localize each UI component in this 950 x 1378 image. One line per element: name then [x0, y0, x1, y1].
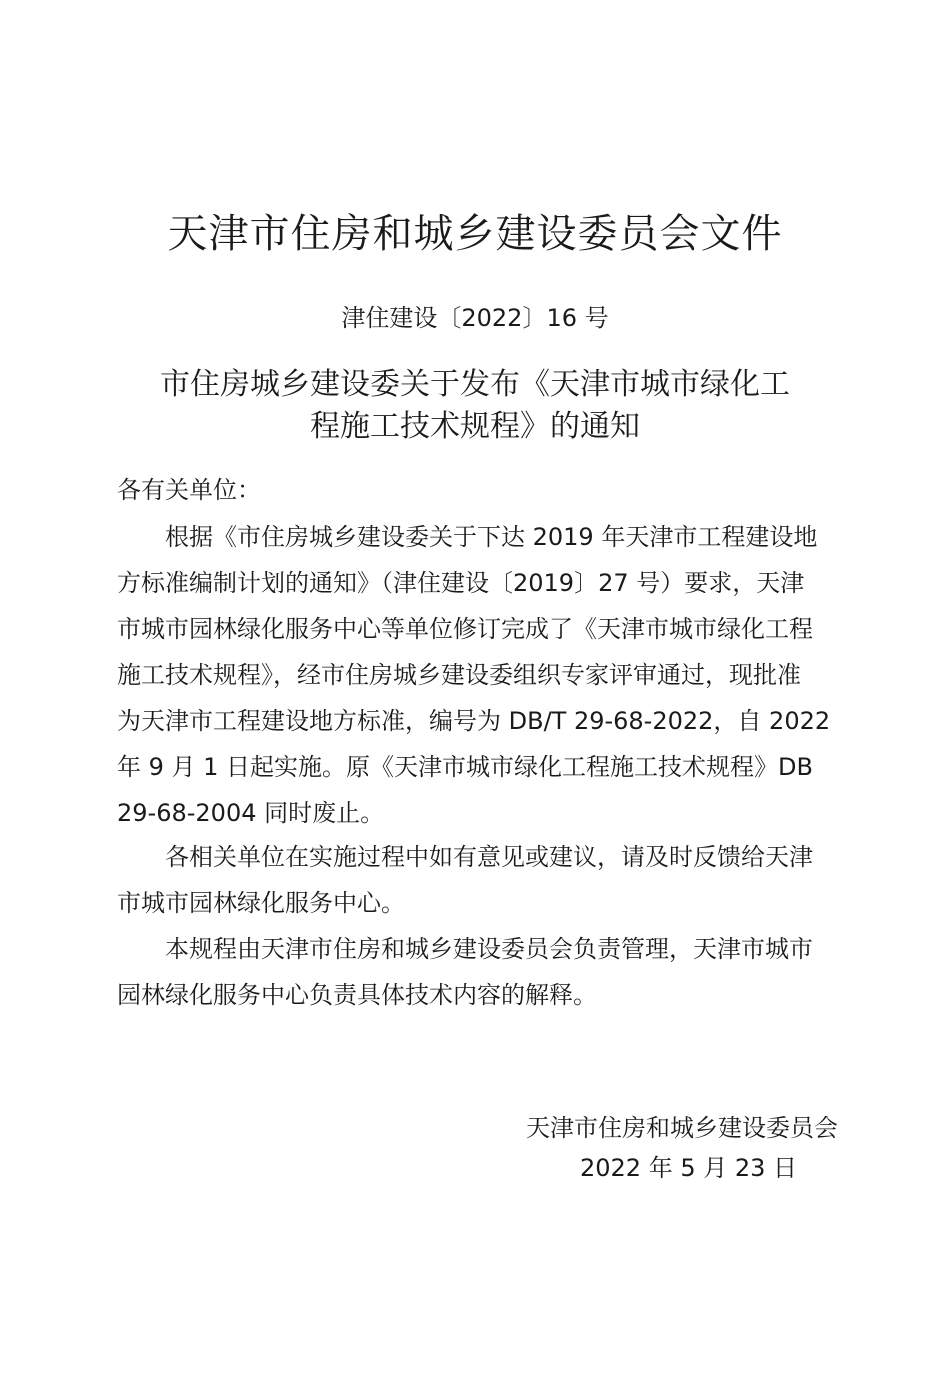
paragraph-line: 年 9 月 1 日起实施。原《天津市城市绿化工程施工技术规程》DB: [117, 753, 813, 781]
document-number: 津住建设〔2022〕16 号: [341, 304, 609, 332]
paragraph-line: 市城市园林绿化服务中心。: [117, 889, 405, 917]
paragraph-line: 为天津市工程建设地方标准，编号为 DB/T 29-68-2022，自 2022: [117, 707, 831, 735]
paragraph-line: 各相关单位在实施过程中如有意见或建议，请及时反馈给天津: [165, 843, 813, 871]
paragraph-line: 本规程由天津市住房和城乡建设委员会负责管理，天津市城市: [165, 935, 813, 963]
paragraph-line: 市城市园林绿化服务中心等单位修订完成了《天津市城市绿化工程: [117, 615, 813, 643]
salutation: 各有关单位：: [117, 476, 261, 504]
paragraph-line: 29-68-2004 同时废止。: [117, 799, 385, 827]
paragraph-line: 园林绿化服务中心负责具体技术内容的解释。: [117, 981, 597, 1009]
body-paragraph-3: [117, 926, 837, 1018]
notice-title-line-1: 市住房城乡建设委关于发布《天津市城市绿化工: [160, 367, 790, 402]
body-paragraph-2: [117, 834, 837, 926]
signature-block: [508, 1108, 838, 1188]
signature-date: 2022 年 5 月 23 日: [580, 1154, 798, 1182]
paragraph-line: 施工技术规程》，经市住房城乡建设委组织专家评审通过，现批准: [117, 661, 801, 689]
issuer-title: 天津市住房和城乡建设委员会文件: [167, 211, 783, 257]
notice-title-line-2: 程施工技术规程》的通知: [310, 409, 640, 444]
notice-title: [95, 364, 855, 448]
body-paragraph-1: [117, 514, 837, 836]
signature-organization: 天津市住房和城乡建设委员会: [526, 1114, 838, 1142]
paragraph-line: 根据《市住房城乡建设委关于下达 2019 年天津市工程建设地: [165, 523, 818, 551]
paragraph-line: 方标准编制计划的通知》（津住建设〔2019〕27 号）要求，天津: [117, 569, 805, 597]
